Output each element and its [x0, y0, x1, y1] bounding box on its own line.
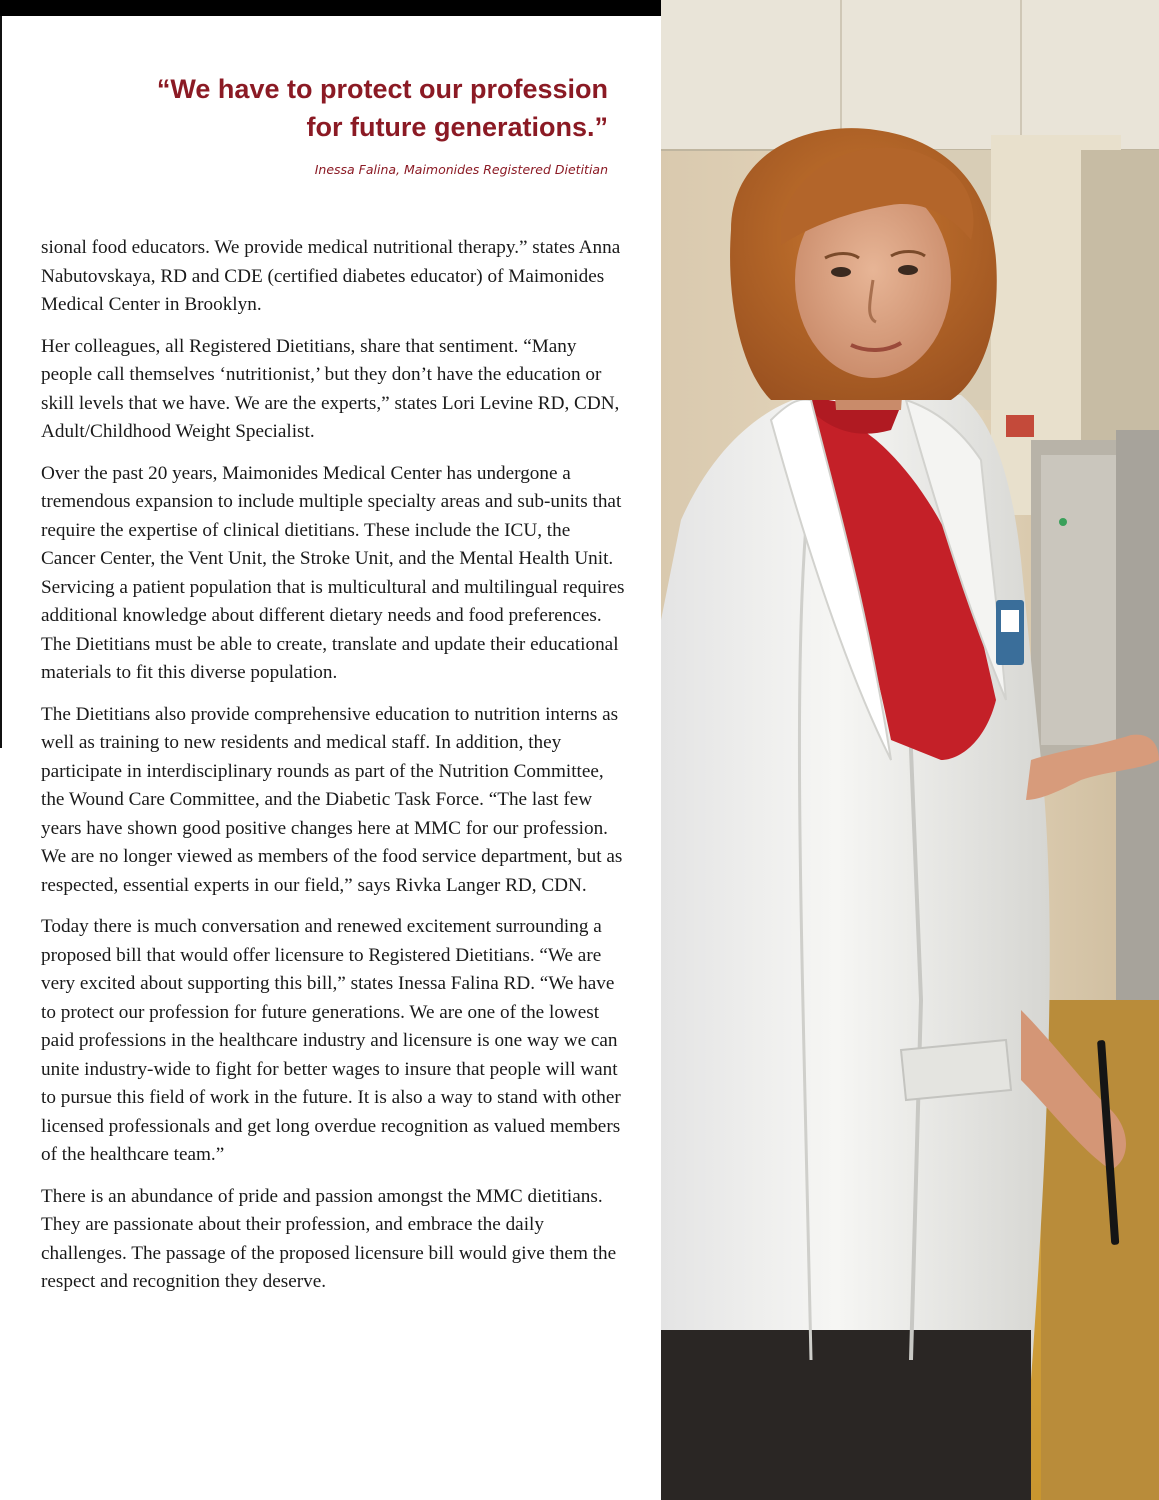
pull-quote-line-1: “We have to protect our profession [156, 74, 608, 104]
pull-quote-line-2: for future generations.” [306, 112, 608, 142]
photo-illustration [661, 0, 1159, 1500]
article-paragraph: There is an abundance of pride and passion amongst the MMC dietitians. They are passionate about their profession, and embrace the daily challenges. The passage of the proposed licensure bill would give them the respect and recognition they deserve. [41, 1185, 617, 1292]
pull-quote-attribution: Inessa Falina, Maimonides Registered Dietitian [314, 162, 608, 177]
pull-quote [60, 70, 608, 177]
pull-quote-text [60, 70, 608, 146]
article-paragraph: Today there is much conversation and renewed excitement surrounding a proposed bill that would offer licensure to Registered Dietitians. “We are very excited about supporting this bill,” states Inessa Falina RD. “We have to protect our profession for future generations. We are one of the lowest paid professions in the healthcare industry and licensure is one way we can unite industry-wide to fight for better wages to insure that people will want to pursue this field of work in the future. It is also a way to stand with other licensed professionals and get long overdue recognition as valued members of the healthcare team.” [41, 916, 621, 1165]
article-paragraph: Her colleagues, all Registered Dietitians, share that sentiment. “Many people call themselves ‘nutritionist,’ but they don’t have the education or skill levels that we have. We are the experts,” states Lori Levine RD, CDN, Adult/Childhood Weight Specialist. [41, 335, 620, 442]
article-paragraph: Over the past 20 years, Maimonides Medical Center has undergone a tremendous expansion to include multiple specialty areas and sub-units that require the expertise of clinical dietitians. These include the ICU, the Cancer Center, the Vent Unit, the Stroke Unit, and the Mental Health Unit. Servicing a patient population that is multicultural and multilingual requires additional knowledge about different dietary needs and food preferences. The Dietitians must be able to create, translate and update their educational materials to fit this diverse population. [41, 462, 625, 683]
article-body [41, 234, 626, 1310]
top-black-bar [0, 0, 661, 16]
dietitian-photo [661, 0, 1159, 1500]
article-paragraph: The Dietitians also provide comprehensive education to nutrition interns as well as training to new residents and medical staff. In addition, they participate in interdisciplinary rounds as part of the Nutrition Committee, the Wound Care Committee, and the Diabetic Task Force. “The last few years have shown good positive changes here at MMC for our profession. We are no longer viewed as members of the food service department, but as respected, essential experts in our field,” says Rivka Langer RD, CDN. [41, 703, 623, 896]
article-paragraph: sional food educators. We provide medical nutritional therapy.” states Anna Nabutovskaya, RD and CDE (certified diabetes educator) of Maimonides Medical Center in Brooklyn. [41, 237, 621, 315]
left-edge-rule [0, 16, 2, 748]
